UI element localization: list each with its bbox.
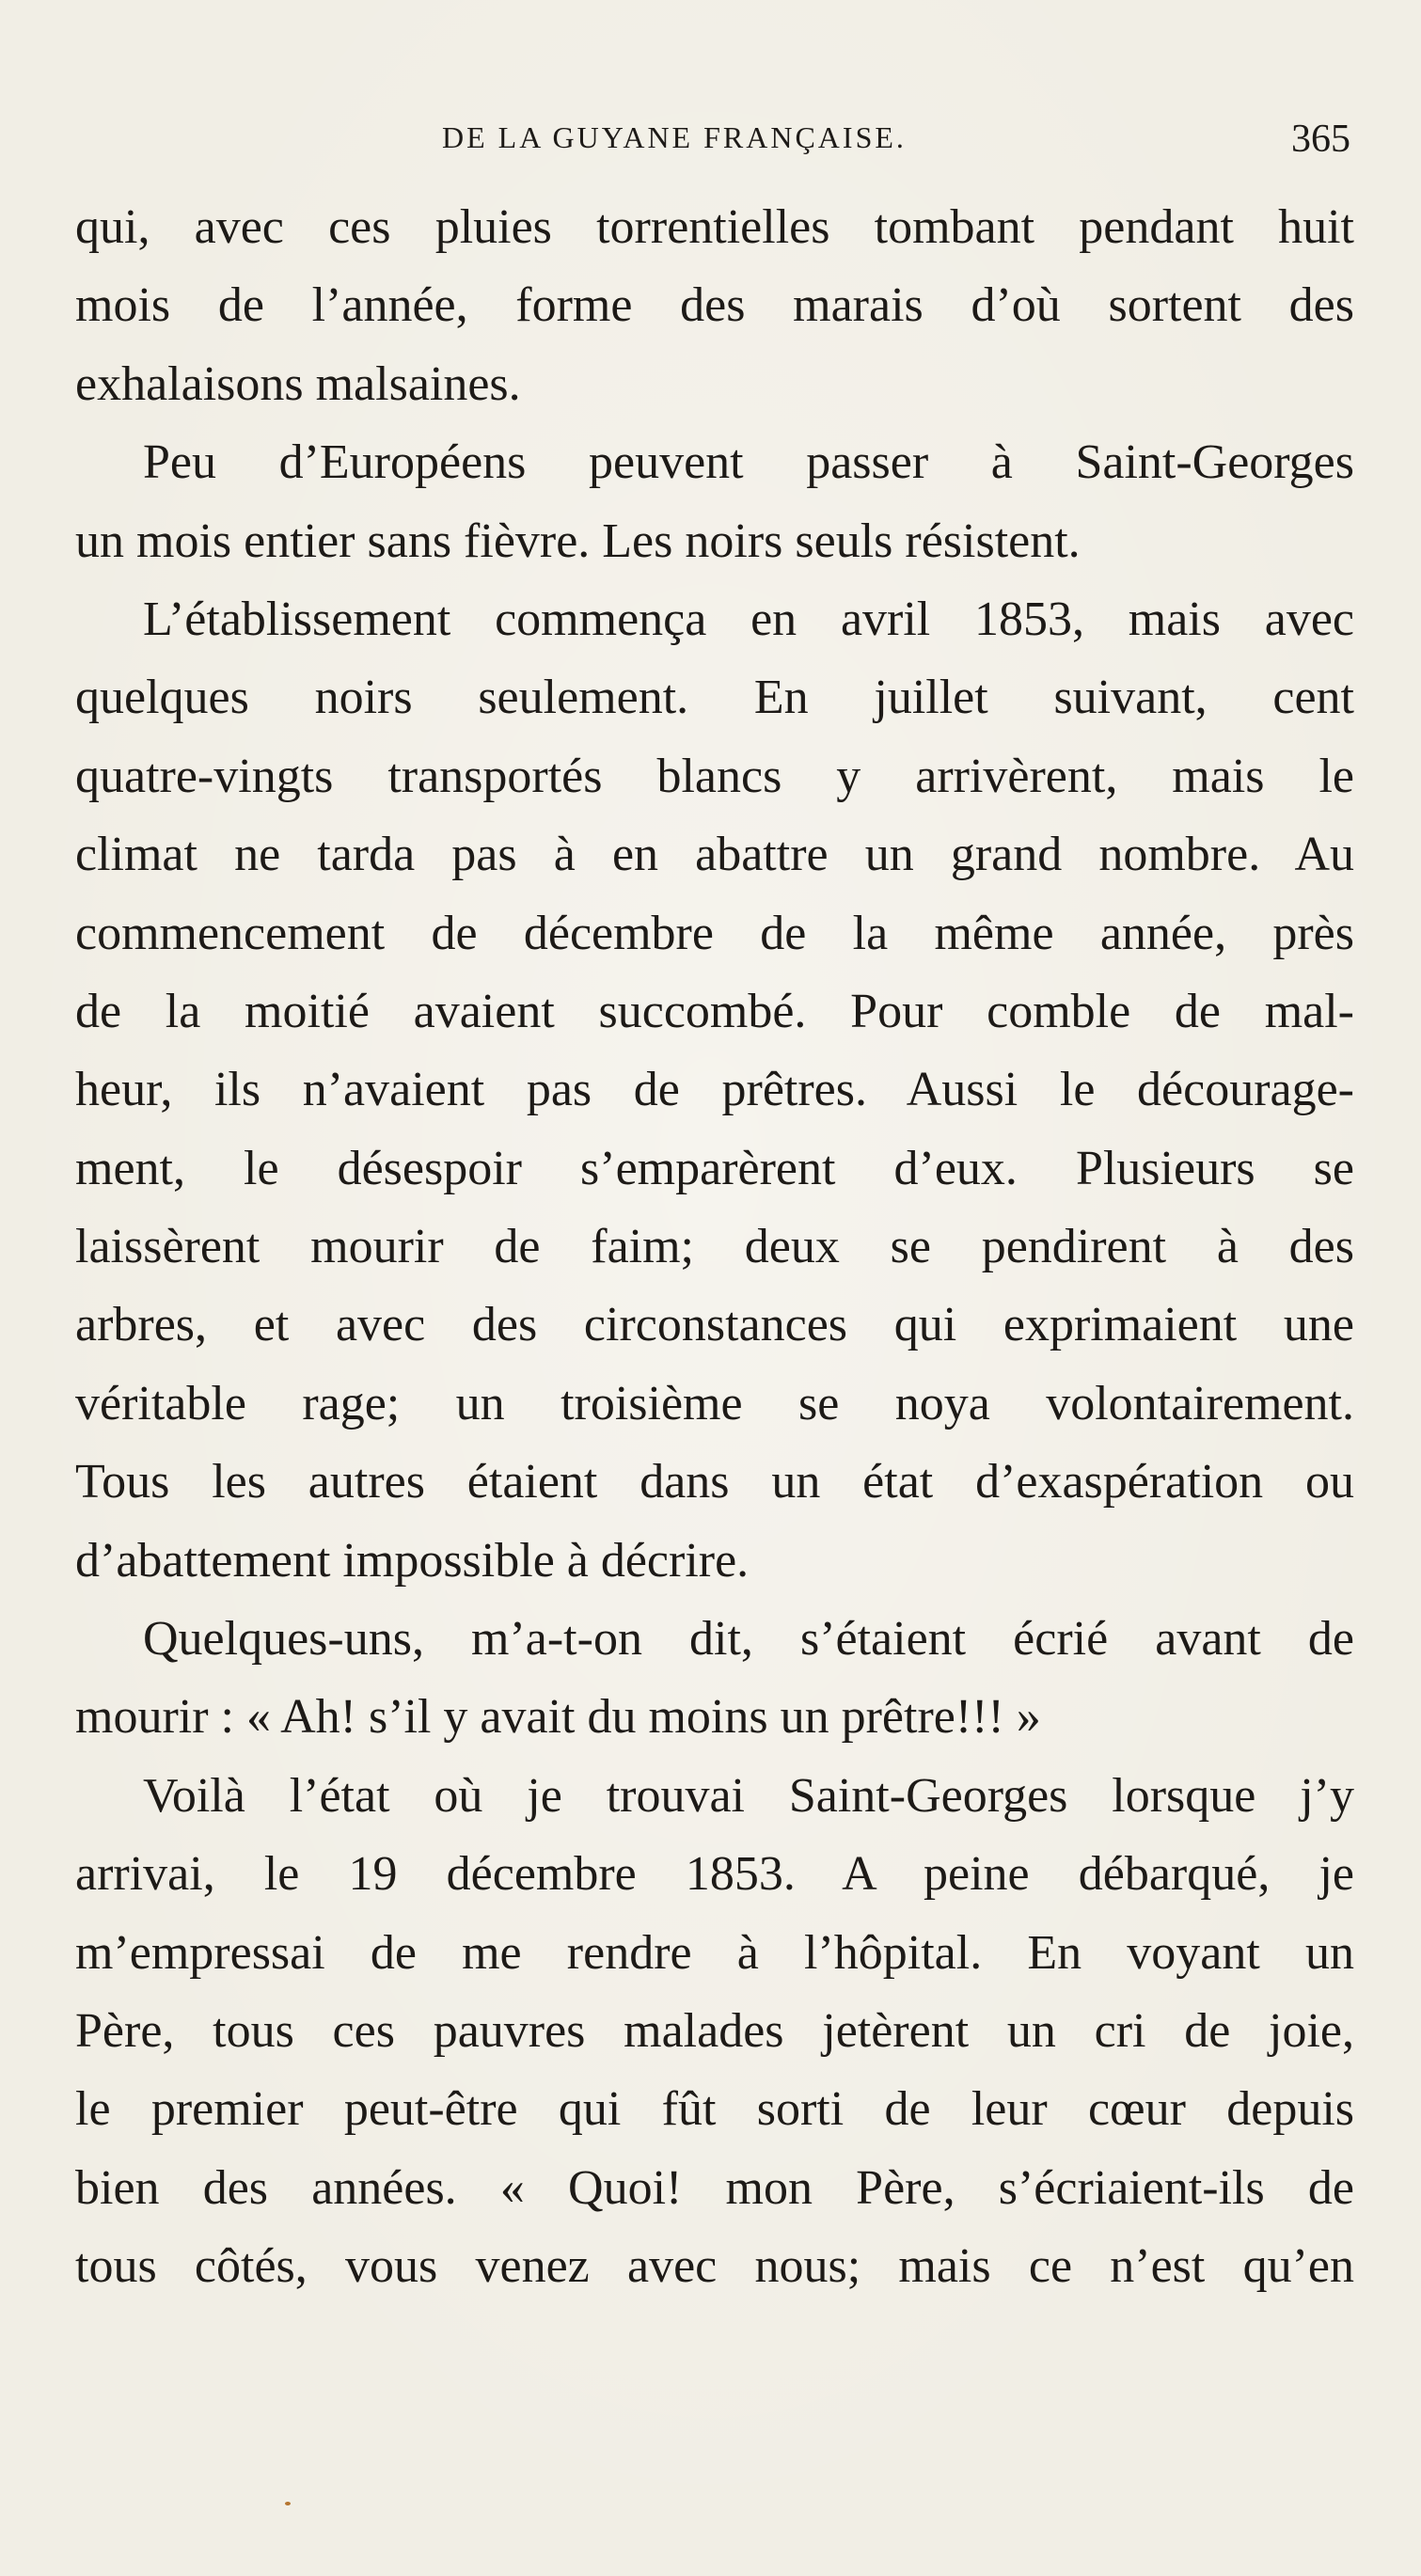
text-line: véritable rage; un troisième se noya volontairement.	[75, 1376, 1354, 1430]
text-line: qui, avec ces pluies torrentielles tombant pendant huit	[75, 200, 1354, 254]
text-line: le premier peut-être qui fût sorti de leur cœur depuis	[75, 2082, 1354, 2137]
paper-speck	[285, 2502, 291, 2505]
text-line: Père, tous ces pauvres malades jetèrent un cri de joie,	[75, 2003, 1354, 2058]
page-number: 365	[1291, 118, 1350, 161]
text-line: ment, le désespoir s’emparèrent d’eux. Plusieurs se	[75, 1141, 1354, 1195]
text-line: un mois entier sans fièvre. Les noirs seuls résistent.	[75, 514, 1081, 568]
text-line: d’abattement impossible à décrire.	[75, 1533, 750, 1588]
text-line: tous côtés, vous venez avec nous; mais ce n’est qu’en	[75, 2239, 1354, 2294]
text-line: m’empressai de me rendre à l’hôpital. En voyant un	[75, 1925, 1354, 1980]
text-line: arbres, et avec des circonstances qui exprimaient une	[75, 1298, 1354, 1352]
text-line: climat ne tarda pas à en abattre un grand nombre. Au	[75, 828, 1354, 882]
text-line: mois de l’année, forme des marais d’où sortent des	[75, 278, 1354, 333]
text-line: Quelques-uns, m’a-t-on dit, s’étaient écrié avant de	[143, 1612, 1354, 1667]
text-line: quelques noirs seulement. En juillet suivant, cent	[75, 671, 1354, 725]
text-line: arrivai, le 19 décembre 1853. A peine débarqué, je	[75, 1847, 1354, 1902]
text-line: quatre-vingts transportés blancs y arrivèrent, mais le	[75, 749, 1354, 803]
body-text	[75, 188, 1354, 2306]
text-line: Peu d’Européens peuvent passer à Saint-Georges	[143, 435, 1354, 490]
text-line: heur, ils n’avaient pas de prêtres. Aussi le décourage-	[75, 1063, 1354, 1117]
text-line: laissèrent mourir de faim; deux se pendirent à des	[75, 1220, 1354, 1274]
text-line: exhalaisons malsaines.	[75, 356, 521, 411]
text-line: bien des années. « Quoi! mon Père, s’écriaient-ils de	[75, 2160, 1354, 2215]
page-header	[442, 120, 1350, 177]
text-line: de la moitié avaient succombé. Pour comble de mal-	[75, 984, 1354, 1038]
text-line: L’établissement commença en avril 1853, mais avec	[143, 592, 1354, 646]
text-line: commencement de décembre de la même année, près	[75, 906, 1354, 960]
text-line: mourir : « Ah! s’il y avait du moins un prêtre!!! »	[75, 1690, 1041, 1745]
text-line: Tous les autres étaient dans un état d’exaspération ou	[75, 1455, 1354, 1509]
text-line: Voilà l’état où je trouvai Saint-Georges lorsque j’y	[143, 1768, 1354, 1823]
running-title: DE LA GUYANE FRANÇAISE.	[442, 120, 907, 154]
